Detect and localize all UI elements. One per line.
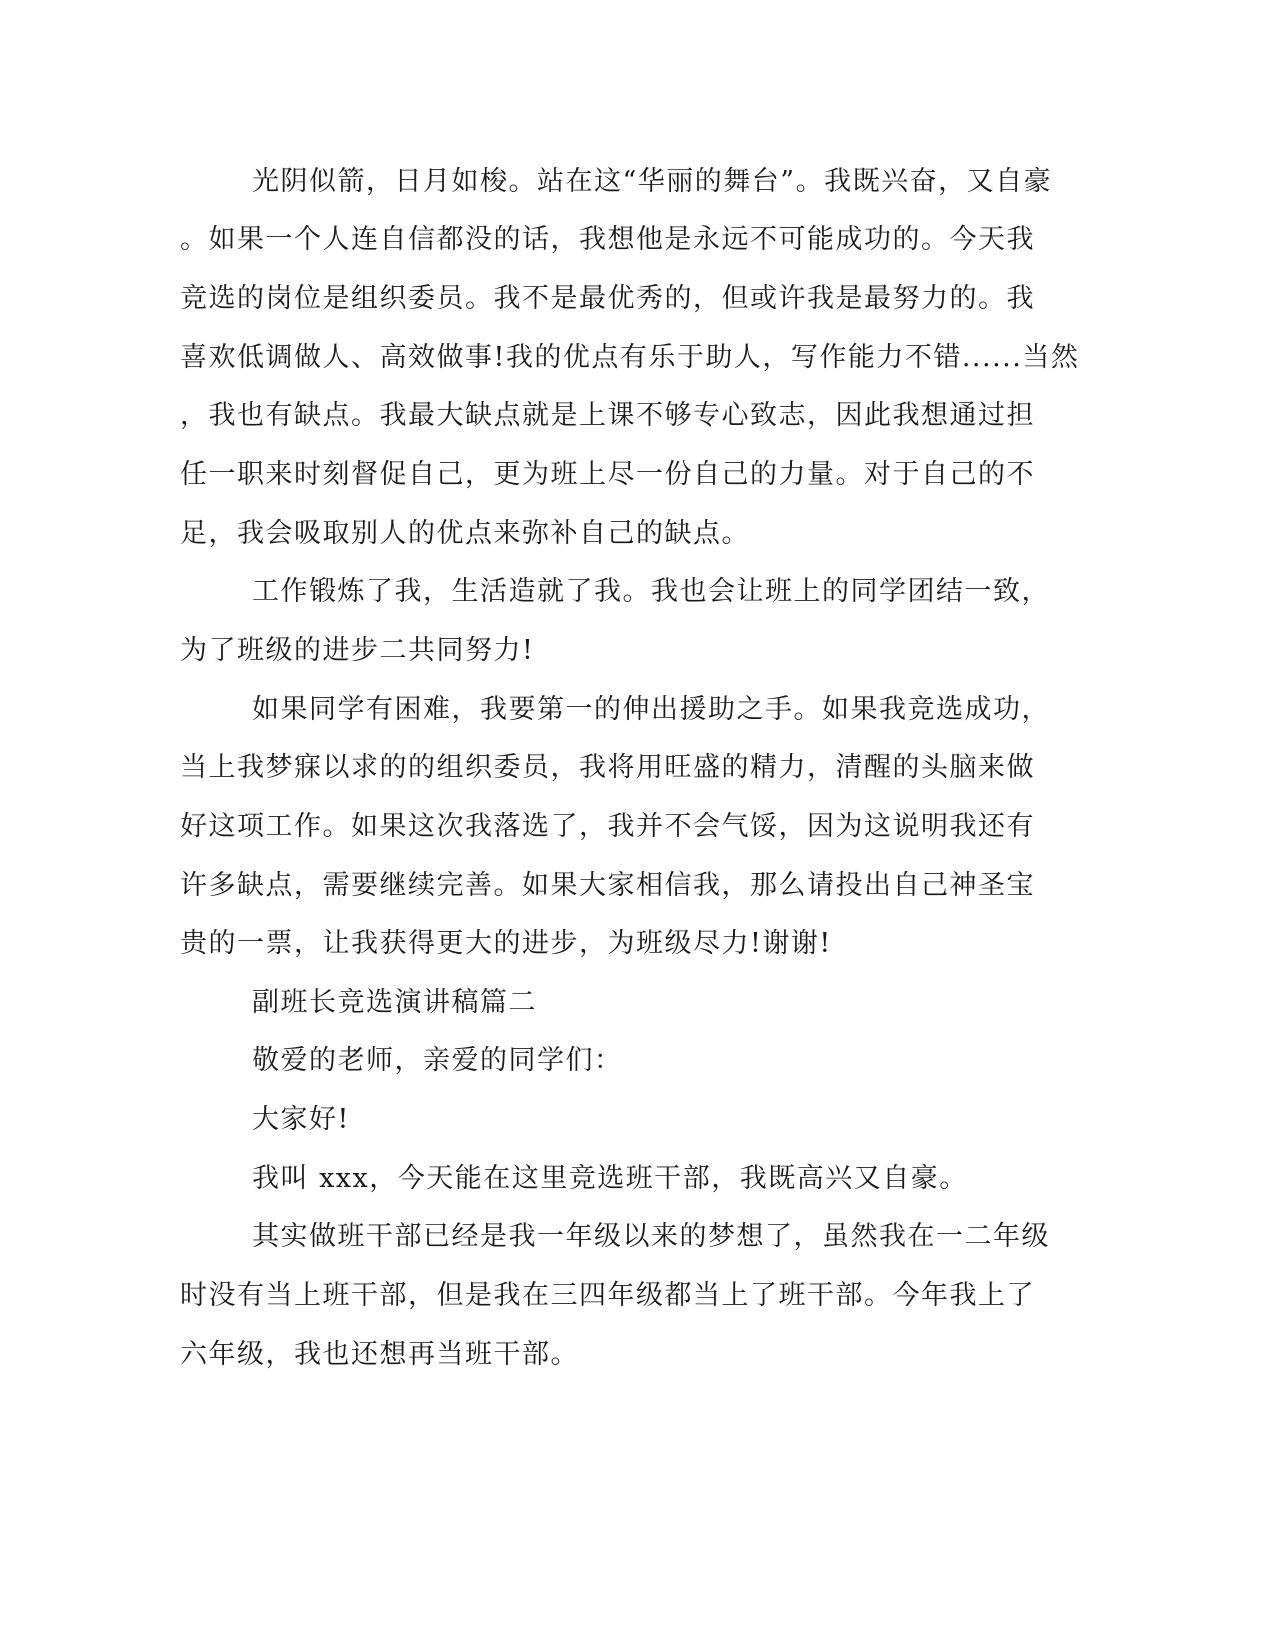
text-line-content: 光阴似箭，日月如梭。站在这“华丽的舞台”。我既兴奋，又自豪	[252, 166, 1053, 197]
text-line	[0, 1217, 1275, 1257]
greeting-text: 大家好!	[252, 1104, 350, 1135]
text-line	[0, 924, 1275, 964]
text-line	[0, 220, 1275, 260]
text-line	[0, 631, 1275, 671]
text-line-content: 好这项工作。如果这次我落选了，我并不会气馁，因为这说明我还有	[180, 811, 1035, 842]
text-line-content: 。如果一个人连自信都没的话，我想他是永远不可能成功的。今天我	[180, 224, 1035, 255]
text-line	[0, 690, 1275, 730]
text-line	[0, 807, 1275, 847]
text-line	[0, 338, 1275, 378]
text-line	[0, 1276, 1275, 1316]
text-line-content: 喜欢低调做人、高效做事!我的优点有乐于助人，写作能力不错......当然	[180, 342, 1080, 373]
text-line	[0, 866, 1275, 906]
text-line-content: 其实做班干部已经是我一年级以来的梦想了，虽然我在一二年级	[252, 1221, 1050, 1252]
section-heading-text: 副班长竞选演讲稿篇二	[252, 987, 537, 1018]
salutation	[0, 1041, 1275, 1081]
text-line-content: 我叫 xxx，今天能在这里竞选班干部，我既高兴又自豪。	[252, 1163, 968, 1194]
text-line	[0, 748, 1275, 788]
text-line-content: 许多缺点，需要继续完善。如果大家相信我，那么请投出自己神圣宝	[180, 870, 1035, 901]
text-line	[0, 396, 1275, 436]
text-line-content: 竞选的岗位是组织委员。我不是最优秀的，但或许我是最努力的。我	[180, 283, 1035, 314]
text-line-content: 任一职来时刻督促自己，更为班上尽一份自己的力量。对于自己的不	[180, 459, 1035, 490]
section-heading	[0, 983, 1275, 1023]
text-line	[0, 279, 1275, 319]
text-line	[0, 572, 1275, 612]
text-line-content: 时没有当上班干部，但是我在三四年级都当上了班干部。今年我上了	[180, 1280, 1035, 1311]
text-line-content: 如果同学有困难，我要第一的伸出援助之手。如果我竞选成功，	[252, 694, 1050, 725]
greeting	[0, 1100, 1275, 1140]
text-line	[0, 455, 1275, 495]
text-line-content: 足，我会吸取别人的优点来弥补自己的缺点。	[180, 518, 750, 549]
text-line-content: 贵的一票，让我获得更大的进步，为班级尽力!谢谢!	[180, 928, 832, 959]
text-line-content: 工作锻炼了我，生活造就了我。我也会让班上的同学团结一致，	[252, 576, 1050, 607]
text-line	[0, 514, 1275, 554]
text-line-content: 六年级，我也还想再当班干部。	[180, 1339, 579, 1370]
text-line	[0, 162, 1275, 202]
text-line-content: 当上我梦寐以求的的组织委员，我将用旺盛的精力，清醒的头脑来做	[180, 752, 1035, 783]
text-line	[0, 1335, 1275, 1375]
text-line-content: ，我也有缺点。我最大缺点就是上课不够专心致志，因此我想通过担	[180, 400, 1035, 431]
text-line-content: 为了班级的进步二共同努力!	[180, 635, 535, 666]
text-line	[0, 1159, 1275, 1199]
salutation-text: 敬爱的老师，亲爱的同学们：	[252, 1045, 623, 1076]
